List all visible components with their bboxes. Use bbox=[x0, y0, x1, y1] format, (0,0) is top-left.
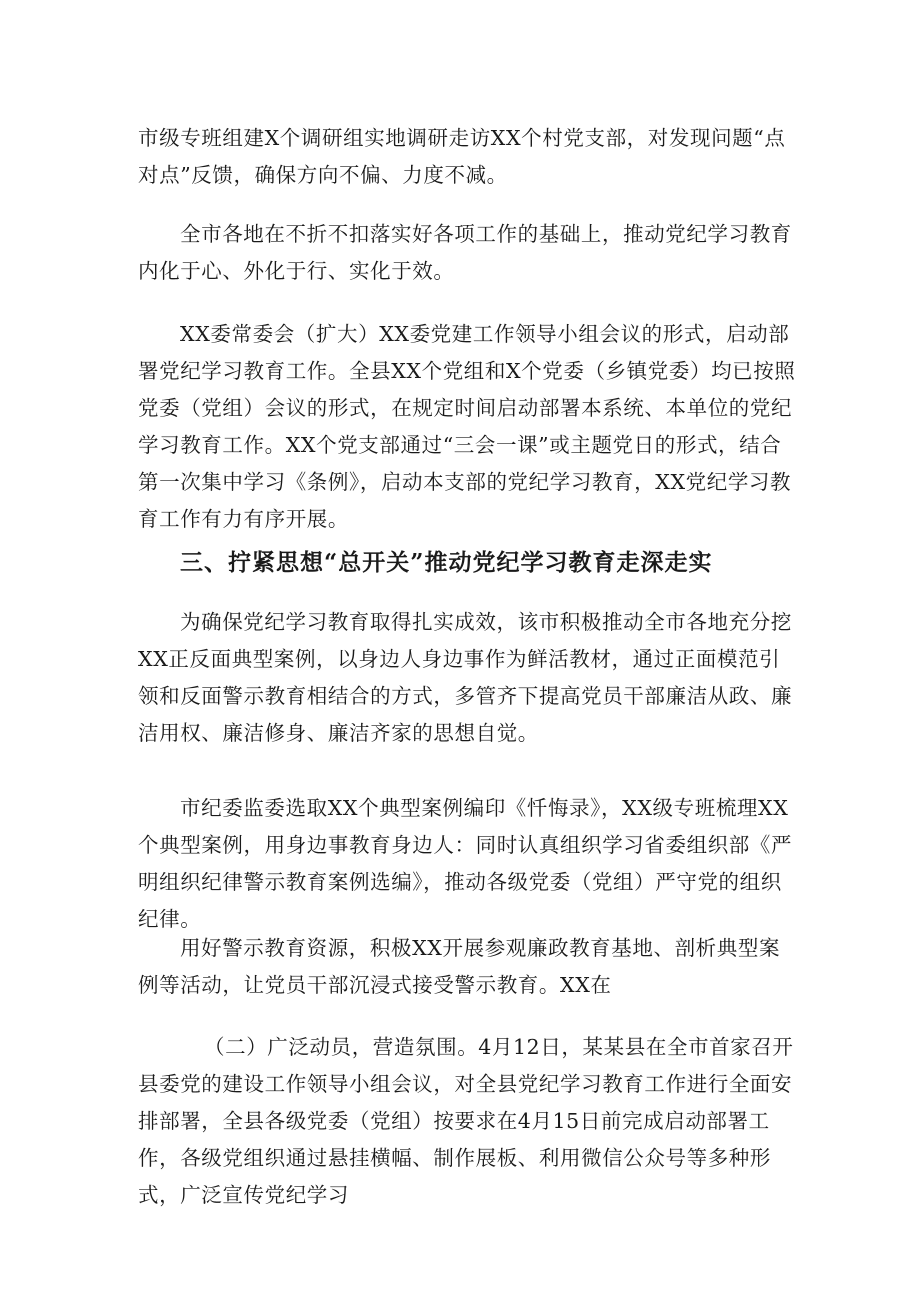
paragraph-3: XX委常委会（扩大）XX委党建工作领导小组会议的形式，启动部署党纪学习教育工作。全县XX个党组和X个党委（乡镇党委）均已按照党委（党组）会议的形式，在规定时间启动部署本系统、本单位的党纪学习教育工作。XX个党支部通过“三会一课”或主题党日的形式，结合第一次集中学习《条例》，启动本支部的党纪学习教育，XX党纪学习教育工作有力有序开展。 bbox=[138, 322, 796, 531]
paragraph-7: （二）广泛动员，营造氛围。4月12日，某某县在全市首家召开县委党的建设工作领导小组会议，对全县党纪学习教育工作进行全面安排部署，全县各级党委（党组）按要求在4月15日前完成启动部署工作，各级党组织通过悬挂横幅、制作展板、利用微信公众号等多种形式，广泛宣传党纪学习 bbox=[138, 1035, 794, 1207]
paragraph-4: 为确保党纪学习教育取得扎实成效，该市积极推动全市各地充分挖XX正反面典型案例，以身边人身边事作为鲜活教材，通过正面模范引领和反面警示教育相结合的方式，多管齐下提高党员干部廉洁从政、廉洁用权、廉洁修身、廉洁齐家的思想自觉。 bbox=[138, 610, 793, 745]
paragraph-5: 市纪委监委选取XX个典型案例编印《忏悔录》，XX级专班梳理XX个典型案例，用身边事教育身边人：同时认真组织学习省委组织部《严明组织纪律警示教育案例选编》，推动各级党委（党组）严守党的组织纪律。 bbox=[138, 796, 793, 931]
paragraph-2: 全市各地在不折不扣落实好各项工作的基础上，推动党纪学习教育内化于心、外化于行、实化于效。 bbox=[138, 222, 792, 283]
paragraph-1: 市级专班组建X个调研组实地调研走访XX个村党支部，对发现问题“点对点”反馈，确保方向不偏、力度不减。 bbox=[138, 126, 786, 187]
section-heading-3: 三、拧紧思想“总开关”推动党纪学习教育走深走实 bbox=[180, 549, 713, 576]
paragraph-6: 用好警示教育资源，积极XX开展参观廉政教育基地、剖析典型案例等活动，让党员干部沉浸式接受警示教育。XX在 bbox=[138, 936, 781, 997]
